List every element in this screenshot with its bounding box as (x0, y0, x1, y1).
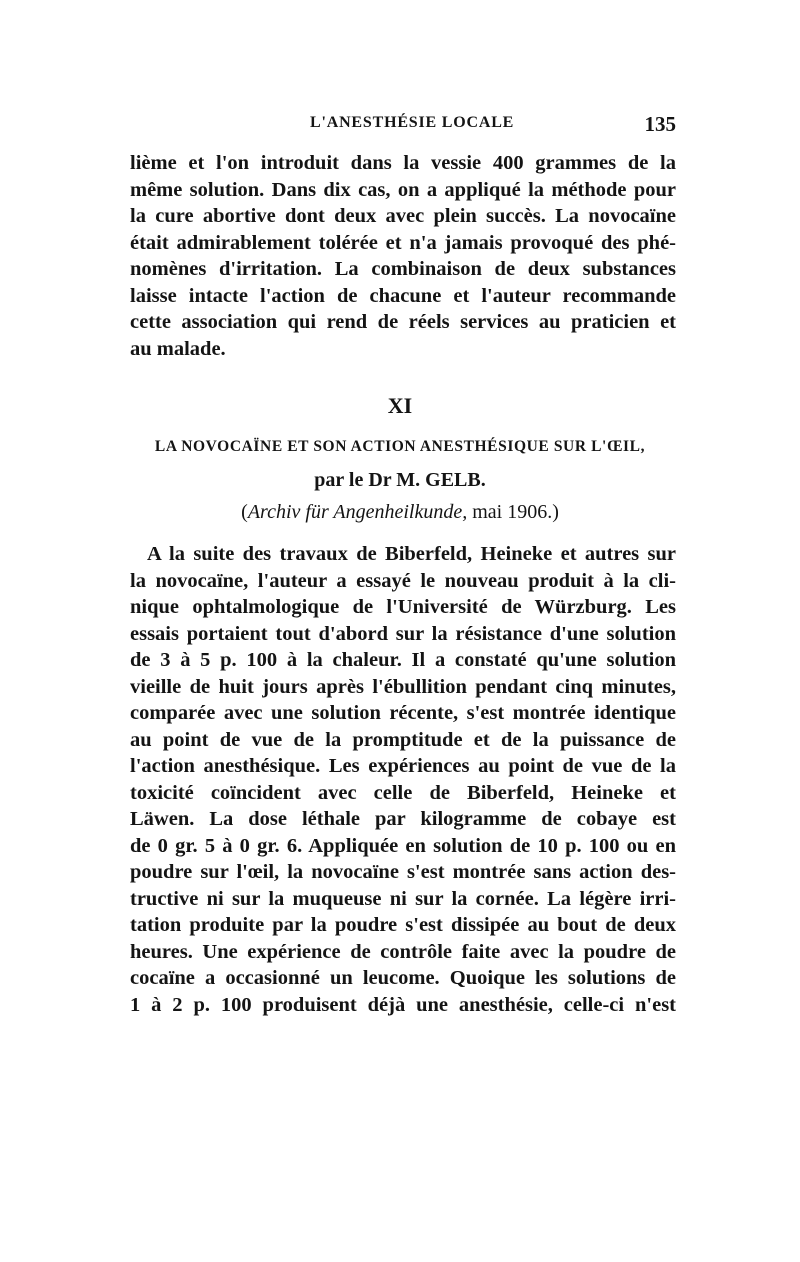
article-title: LA NOVOCAÏNE ET SON ACTION ANESTHÉSIQUE SUR L'ŒIL, (154, 438, 646, 455)
text-line: de 0 gr. 5 à 0 gr. 6. Appliquée en solution de 10 p. 100 ou en (130, 834, 676, 857)
text-line: l'action anesthésique. Les expériences au point de vue de la (130, 755, 676, 777)
running-head-title: L'ANESTHÉSIE LOCALE (310, 114, 515, 131)
text-line: lième et l'on introduit dans la vessie 400 grammes de la (130, 152, 676, 174)
text-line: cette association qui rend de réels services au praticien et (130, 311, 676, 333)
source-journal: Archiv für Angenheilkunde, (247, 501, 468, 523)
text-line: au point de vue de la promptitude et de la puissance de (130, 728, 676, 751)
text-line: nique ophtalmologique de l'Université de Würzburg. Les (130, 596, 676, 618)
paragraph-continuation (130, 150, 676, 362)
text-line: nomènes d'irritation. La combinaison de deux substances (130, 258, 676, 280)
text-line: la novocaïne, l'auteur a essayé le nouveau produit à la cli- (130, 569, 676, 592)
text-line: heures. Une expérience de contrôle faite avec la poudre de (130, 940, 676, 963)
text-line: toxicité coïncident avec celle de Biberfeld, Heineke et (130, 781, 676, 804)
text-line: la cure abortive dont deux avec plein succès. La novocaïne (130, 205, 676, 227)
text-line: Läwen. La dose léthale par kilogramme de cobaye est (130, 808, 676, 830)
source-open-paren: ( (241, 501, 248, 523)
text-line: de 3 à 5 p. 100 à la chaleur. Il a constaté qu'une solution (130, 649, 676, 671)
text-line: A la suite des travaux de Biberfeld, Heineke et autres sur (147, 543, 676, 565)
text-line: tation produite par la poudre s'est dissipée au bout de deux (130, 914, 676, 936)
running-head (0, 114, 800, 144)
text-line: était admirablement tolérée et n'a jamais provoqué des phé- (130, 231, 676, 254)
section-number: XI (387, 393, 413, 418)
page-number: 135 (644, 112, 676, 136)
text-line: cocaïne a occasionné un leucome. Quoique les solutions de (130, 967, 676, 989)
text-line: essais portaient tout d'abord sur la résistance d'une solution (130, 622, 676, 645)
source-date: mai 1906.) (467, 501, 559, 523)
text-line: vieille de huit jours après l'ébullition pendant cinq minutes, (130, 675, 676, 698)
text-line: au malade. (130, 337, 226, 360)
text-line: tructive ni sur la muqueuse ni sur la cornée. La légère irri- (130, 887, 676, 910)
article-body-paragraph (130, 541, 676, 1018)
text-line: poudre sur l'œil, la novocaïne s'est montrée sans action des- (130, 861, 676, 883)
text-line: même solution. Dans dix cas, on a appliqué la méthode pour (130, 178, 676, 201)
article-author: par le Dr M. GELB. (314, 469, 486, 491)
text-line: 1 à 2 p. 100 produisent déjà une anesthésie, celle-ci n'est (130, 993, 676, 1016)
article-source (0, 501, 800, 524)
text-line: comparée avec une solution récente, s'est montrée identique (130, 702, 676, 724)
text-line: laisse intacte l'action de chacune et l'auteur recommande (130, 284, 676, 307)
